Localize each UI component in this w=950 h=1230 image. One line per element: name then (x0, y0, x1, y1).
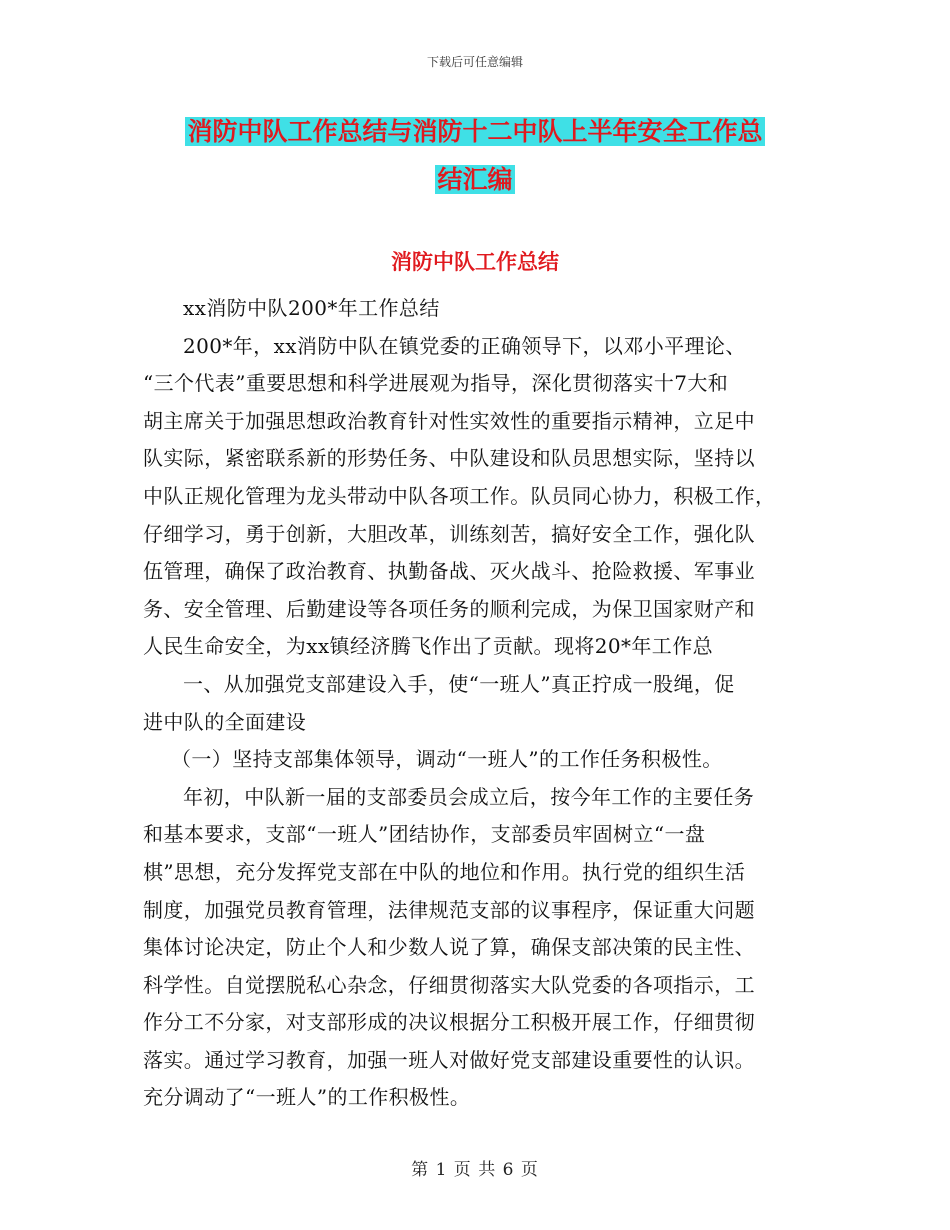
paragraph-line: 和基本要求，支部“一班人”团结协作，支部委员牢固树立“一盘 (143, 822, 706, 847)
paragraph-line: 队实际，紧密联系新的形势任务、中队建设和队员思想实际，坚持以 (143, 446, 755, 471)
paragraph-line: 务、安全管理、后勤建设等各项任务的顺利完成，为保卫国家财产和 (143, 596, 755, 621)
paragraph-line: 落实。通过学习教育，加强一班人对做好党支部建设重要性的认识。 (143, 1047, 755, 1072)
paragraph-line: 集体讨论决定，防止个人和少数人说了算，确保支部决策的民主性、 (143, 935, 755, 960)
document-title (0, 108, 950, 204)
title-line-2: 结汇编 (437, 165, 513, 194)
section-heading: 消防中队工作总结 (391, 250, 559, 274)
header-note: 下载后可任意编辑 (426, 55, 523, 69)
paragraph-line: 200*年，xx消防中队在镇党委的正确领导下，以邓小平理论、 (183, 333, 746, 358)
paragraph-line: 作分工不分家，对支部形成的决议根据分工积极开展工作，仔细贯彻 (143, 1010, 755, 1035)
paragraph-line: 一、从加强党支部建设入手，使“一班人”真正拧成一股绳，促 (183, 671, 735, 696)
paragraph-line: 年初，中队新一届的支部委员会成立后，按今年工作的主要任务 (183, 784, 755, 809)
paragraph-line: “三个代表”重要思想和科学进展观为指导，深化贯彻落实十7大和 (143, 371, 729, 396)
page-footer: 第 1 页 共 6 页 (411, 1160, 539, 1180)
paragraph-line: 胡主席关于加强思想政治教育针对性实效性的重要指示精神，立足中 (143, 408, 755, 433)
paragraph-line: 中队正规化管理为龙头带动中队各项工作。队员同心协力，积极工作， (143, 483, 776, 508)
paragraph-line: xx消防中队200*年工作总结 (183, 296, 440, 320)
paragraph-line: 仔细学习，勇于创新，大胆改革，训练刻苦，搞好安全工作，强化队 (143, 521, 755, 546)
paragraph-line: （一）坚持支部集体领导，调动“一班人”的工作任务积极性。 (171, 747, 723, 772)
title-line-1: 消防中队工作总结与消防十二中队上半年安全工作总 (187, 117, 763, 146)
paragraph-line: 人民生命安全，为xx镇经济腾飞作出了贡献。现将20*年工作总 (143, 634, 714, 659)
paragraph-line: 伍管理，确保了政治教育、执勤备战、灭火战斗、抢险救援、军事业 (143, 559, 755, 584)
paragraph-line: 棋”思想，充分发挥党支部在中队的地位和作用。执行党的组织生活 (143, 859, 746, 884)
paragraph-line: 充分调动了“一班人”的工作积极性。 (143, 1085, 471, 1110)
body-text (143, 290, 813, 1117)
paragraph-line: 科学性。自觉摆脱私心杂念，仔细贯彻落实大队党委的各项指示，工 (143, 972, 755, 997)
paragraph-line: 进中队的全面建设 (143, 709, 307, 734)
paragraph-line: 制度，加强党员教育管理，法律规范支部的议事程序，保证重大问题 (143, 897, 755, 922)
